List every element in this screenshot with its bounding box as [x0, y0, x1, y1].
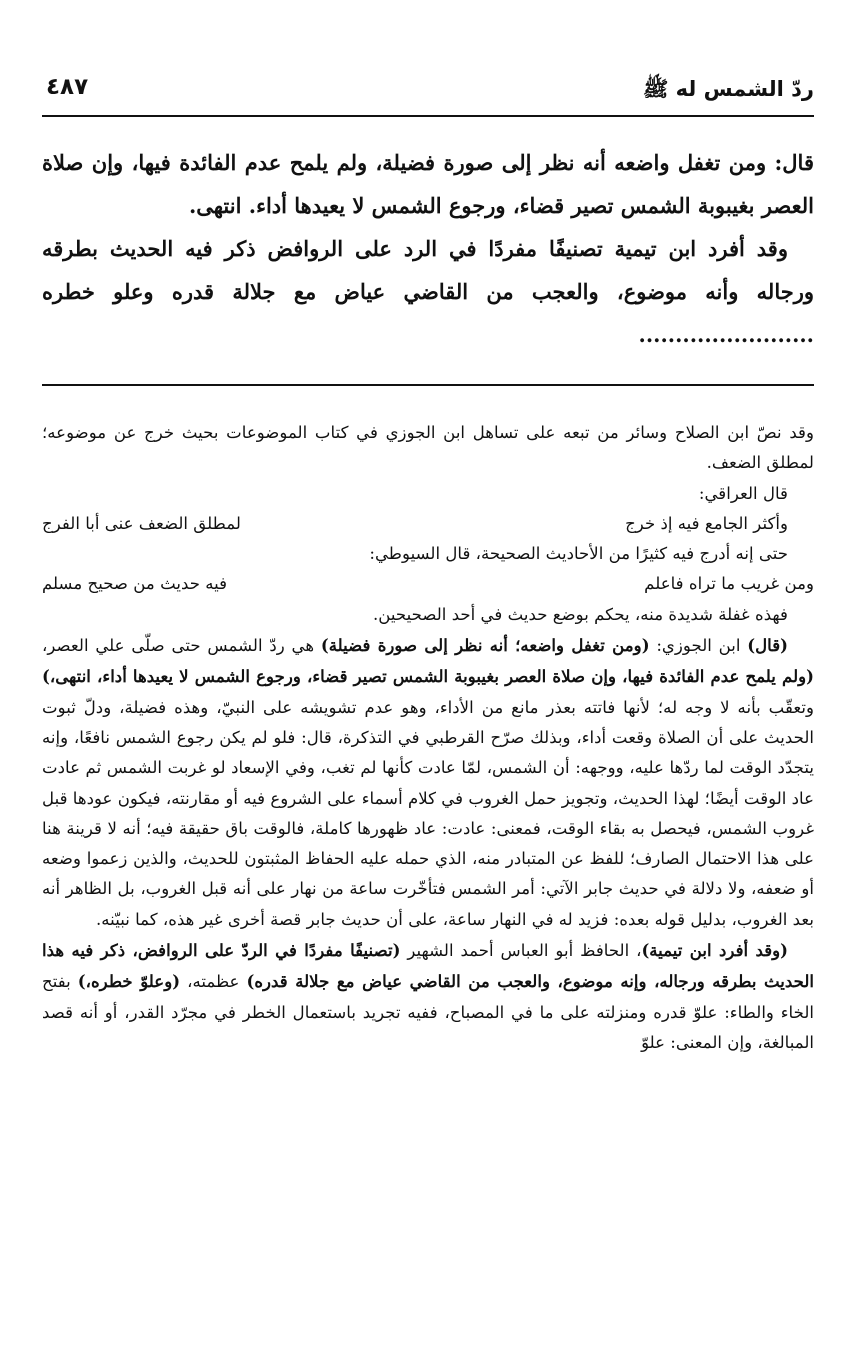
quote-3: (وقد أفرد ابن تيمية)	[641, 940, 789, 961]
commentary-5-text-b: هي ردّ الشمس حتى صلّى علي العصر،	[42, 636, 321, 656]
quote-lead: (قال)	[747, 635, 789, 656]
commentary-paragraph-6	[42, 935, 814, 1058]
separator-rule	[42, 384, 814, 386]
commentary-paragraph-4: فهذه غفلة شديدة منه، يحكم بوضع حديث في أحد الصحيحين.	[373, 604, 788, 624]
commentary-6-text-c: بفتح الخاء والطاء: علوّ قدره ومنزلته على ما في المصباح، ففيه تجريد باستعمال الخطر في مجرّد القدر، أو أنه قصد المبالغة، وإن المعنى: علوّ	[42, 972, 814, 1052]
commentary-5-text-a: ابن الجوزي:	[649, 636, 748, 656]
commentary-paragraph-2: قال العراقي:	[698, 483, 788, 503]
header-rule	[42, 115, 814, 117]
verse-2-first-hemistich: ومن غريب ما تراه فاعلم	[644, 574, 814, 594]
commentary-paragraph-5	[42, 630, 814, 935]
ellipsis-dots: ........................	[638, 322, 814, 347]
verse-1-first-hemistich: وأكثر الجامع فيه إذ خرج	[625, 513, 788, 533]
book-page	[42, 0, 814, 1363]
quote-1: (ومن تغفل واضعه؛ أنه نظر إلى صورة فضيلة)	[320, 635, 650, 656]
commentary-paragraph-3: حتى إنه أدرج فيه كثيرًا من الأحاديث الصحيحة، قال السيوطي:	[369, 544, 788, 564]
main-paragraph-2	[42, 227, 814, 356]
commentary-6-text-a: ، الحافظ أبو العباس أحمد الشهير	[400, 941, 642, 961]
quote-5: (وعلوّ خطره،)	[77, 971, 181, 992]
running-title: ردّ الشمس له ﷺ	[642, 77, 814, 101]
quote-4: (تصنيفًا مفردًا في الردّ على الروافض، ذكر فيه هذا الحديث بطرقه ورجاله، وإنه موضوع، والعجب من القاضي عياض مع جلالة قدره)	[42, 940, 814, 992]
page-header	[42, 70, 814, 114]
commentary-paragraph-1: وقد نصّ ابن الصلاح وسائر من تبعه على تساهل ابن الجوزي في كتاب الموضوعات بحيث خرج عن موضوعه؛ لمطلق الضعف.	[42, 423, 814, 473]
page-number: ٤٨٧	[46, 74, 89, 100]
verse-line-1	[42, 509, 814, 539]
commentary-5-text-c: وتعقّب بأنه لا وجه له؛ لأنها فاتته بعذر مانع من الأداء، وهو عدم تشويشه على النبيّ، وهذه فضيلة، ودلّ ثبوت الحديث على أن الصلاة وقعت أداء، وبذلك صرّح القرطبي في التذكرة، قال: فلو لم يكن رجوع الشمس نافعًا، وإنه يتجدّد الوقت لما ردّها عليه، ووجهه: أن الشمس، لمّا عادت كأنها لم تغب، وفي الإسعاد لو غربت الشمس ثم عادت عاد الوقت أيضًا؛ لهذا الحديث، وتجويز حمل الغروب في كلام أسماء على الشروع فيه أو مقارنته، فيكون عودها قبل غروب الشمس، فيحصل به بقاء الوقت، فمعنى: عادت: عاد ظهورها كاملة، فالوقت باق حقيقة فيه؛ أنه لا قرينة هنا على هذا الاحتمال الصارف؛ للفظ عن المتبادر منه، الذي حمله عليه الحفاظ المثبتون للحديث، والذين زعموا وضعه أو ضعفه، ولا دلالة في حديث جابر الآتي: أمر الشمس فتأخّرت ساعة من نهار على أنه قبل الغروب، بل الظاهر أنه بعد الغروب، بدليل قوله بعده: فزيد له في النهار ساعة، على أن حديث جابر قصة أخرى غير هذه، كما نبيّنه.	[42, 697, 814, 929]
verse-1-second-hemistich: لمطلق الضعف عنى أبا الفرج	[42, 513, 241, 533]
main-paragraph-1: قال: ومن تغفل واضعه أنه نظر إلى صورة فضيلة، ولم يلمح عدم الفائدة فيها، وإن صلاة العصر بغيبوبة الشمس تصير قضاء، ورجوع الشمس لا يعيدها أداء. انتهى.	[42, 150, 814, 218]
main-text	[42, 141, 814, 356]
commentary-6-text-b: عظمته،	[180, 972, 247, 992]
commentary-text	[42, 418, 814, 1058]
quote-2: (ولم يلمح عدم الفائدة فيها، وإن صلاة العصر بغيبوبة الشمس تصير قضاء، ورجوع الشمس لا يعيدها أداء، انتهى،)	[42, 666, 814, 687]
main-paragraph-2-text: وقد أفرد ابن تيمية تصنيفًا مفردًا في الرد على الروافض ذكر فيه الحديث بطرقه ورجاله وأنه موضوع، والعجب من القاضي عياض مع جلالة قدره وعلو خطره	[42, 236, 814, 304]
verse-2-second-hemistich: فيه حديث من صحيح مسلم	[42, 574, 228, 594]
verse-line-2	[42, 569, 814, 599]
